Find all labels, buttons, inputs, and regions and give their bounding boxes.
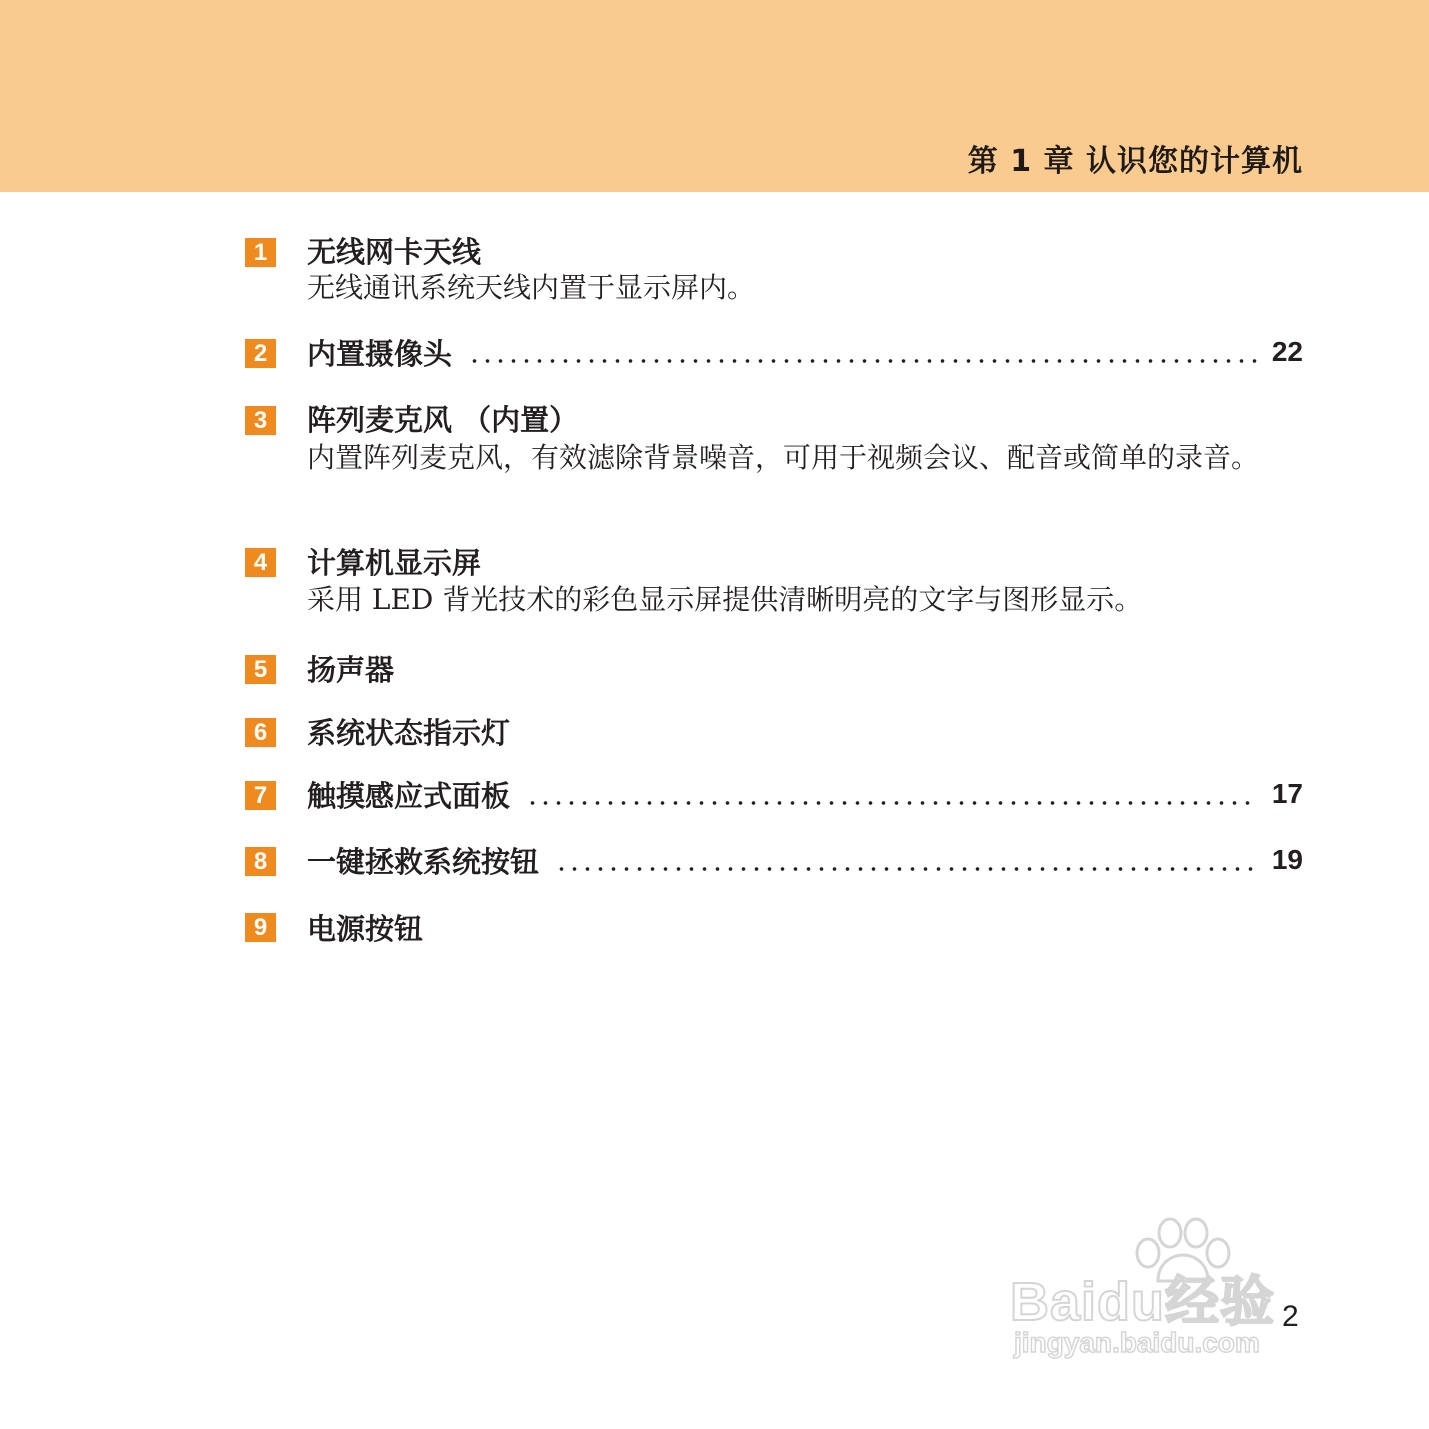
page-number: 2: [1282, 1300, 1299, 1333]
item-title: 系统状态指示灯: [307, 715, 511, 750]
chapter-header-band: [0, 0, 1429, 192]
page-reference-link[interactable]: 19: [1271, 844, 1303, 875]
page-reference-link[interactable]: 22: [1271, 336, 1303, 367]
dot-leader: [468, 359, 1258, 363]
item-title: 扬声器: [307, 652, 395, 687]
item-title: 一键拯救系统按钮: [307, 844, 540, 879]
item-number-badge: 1: [245, 238, 276, 267]
item-number-badge: 4: [245, 548, 276, 577]
item-description: 内置阵列麦克风，有效滤除背景噪音，可用于视频会议、配音或简单的录音。: [307, 441, 1260, 474]
watermark-url-text: jingyan.baidu.com: [1014, 1327, 1260, 1358]
item-number-badge: 9: [245, 913, 276, 942]
item-title: 电源按钮: [307, 911, 424, 946]
item-number-badge: 6: [245, 718, 276, 747]
page-reference-link[interactable]: 17: [1271, 778, 1303, 809]
item-number-badge: 8: [245, 847, 276, 876]
item-number-badge: 3: [245, 406, 276, 435]
item-description: 采用 LED 背光技术的彩色显示屏提供清晰明亮的文字与图形显示。: [307, 583, 1143, 616]
chapter-title: 第 1 章 认识您的计算机: [967, 144, 1303, 179]
item-title: 触摸感应式面板: [307, 778, 511, 813]
item-number-badge: 2: [245, 339, 276, 368]
item-description: 无线通讯系统天线内置于显示屏内。: [307, 271, 756, 304]
item-title: 无线网卡天线: [307, 234, 482, 269]
dot-leader: [526, 801, 1258, 805]
item-number-badge: 5: [245, 655, 276, 684]
item-title: 计算机显示屏: [307, 545, 482, 580]
item-title: 阵列麦克风 （内置）: [307, 402, 579, 437]
item-number-badge: 7: [245, 781, 276, 810]
watermark-logo-text: Baidu经验: [1010, 1272, 1276, 1332]
item-title: 内置摄像头: [307, 336, 453, 371]
dot-leader: [555, 867, 1258, 871]
baidu-jingyan-watermark: [1010, 1215, 1350, 1375]
